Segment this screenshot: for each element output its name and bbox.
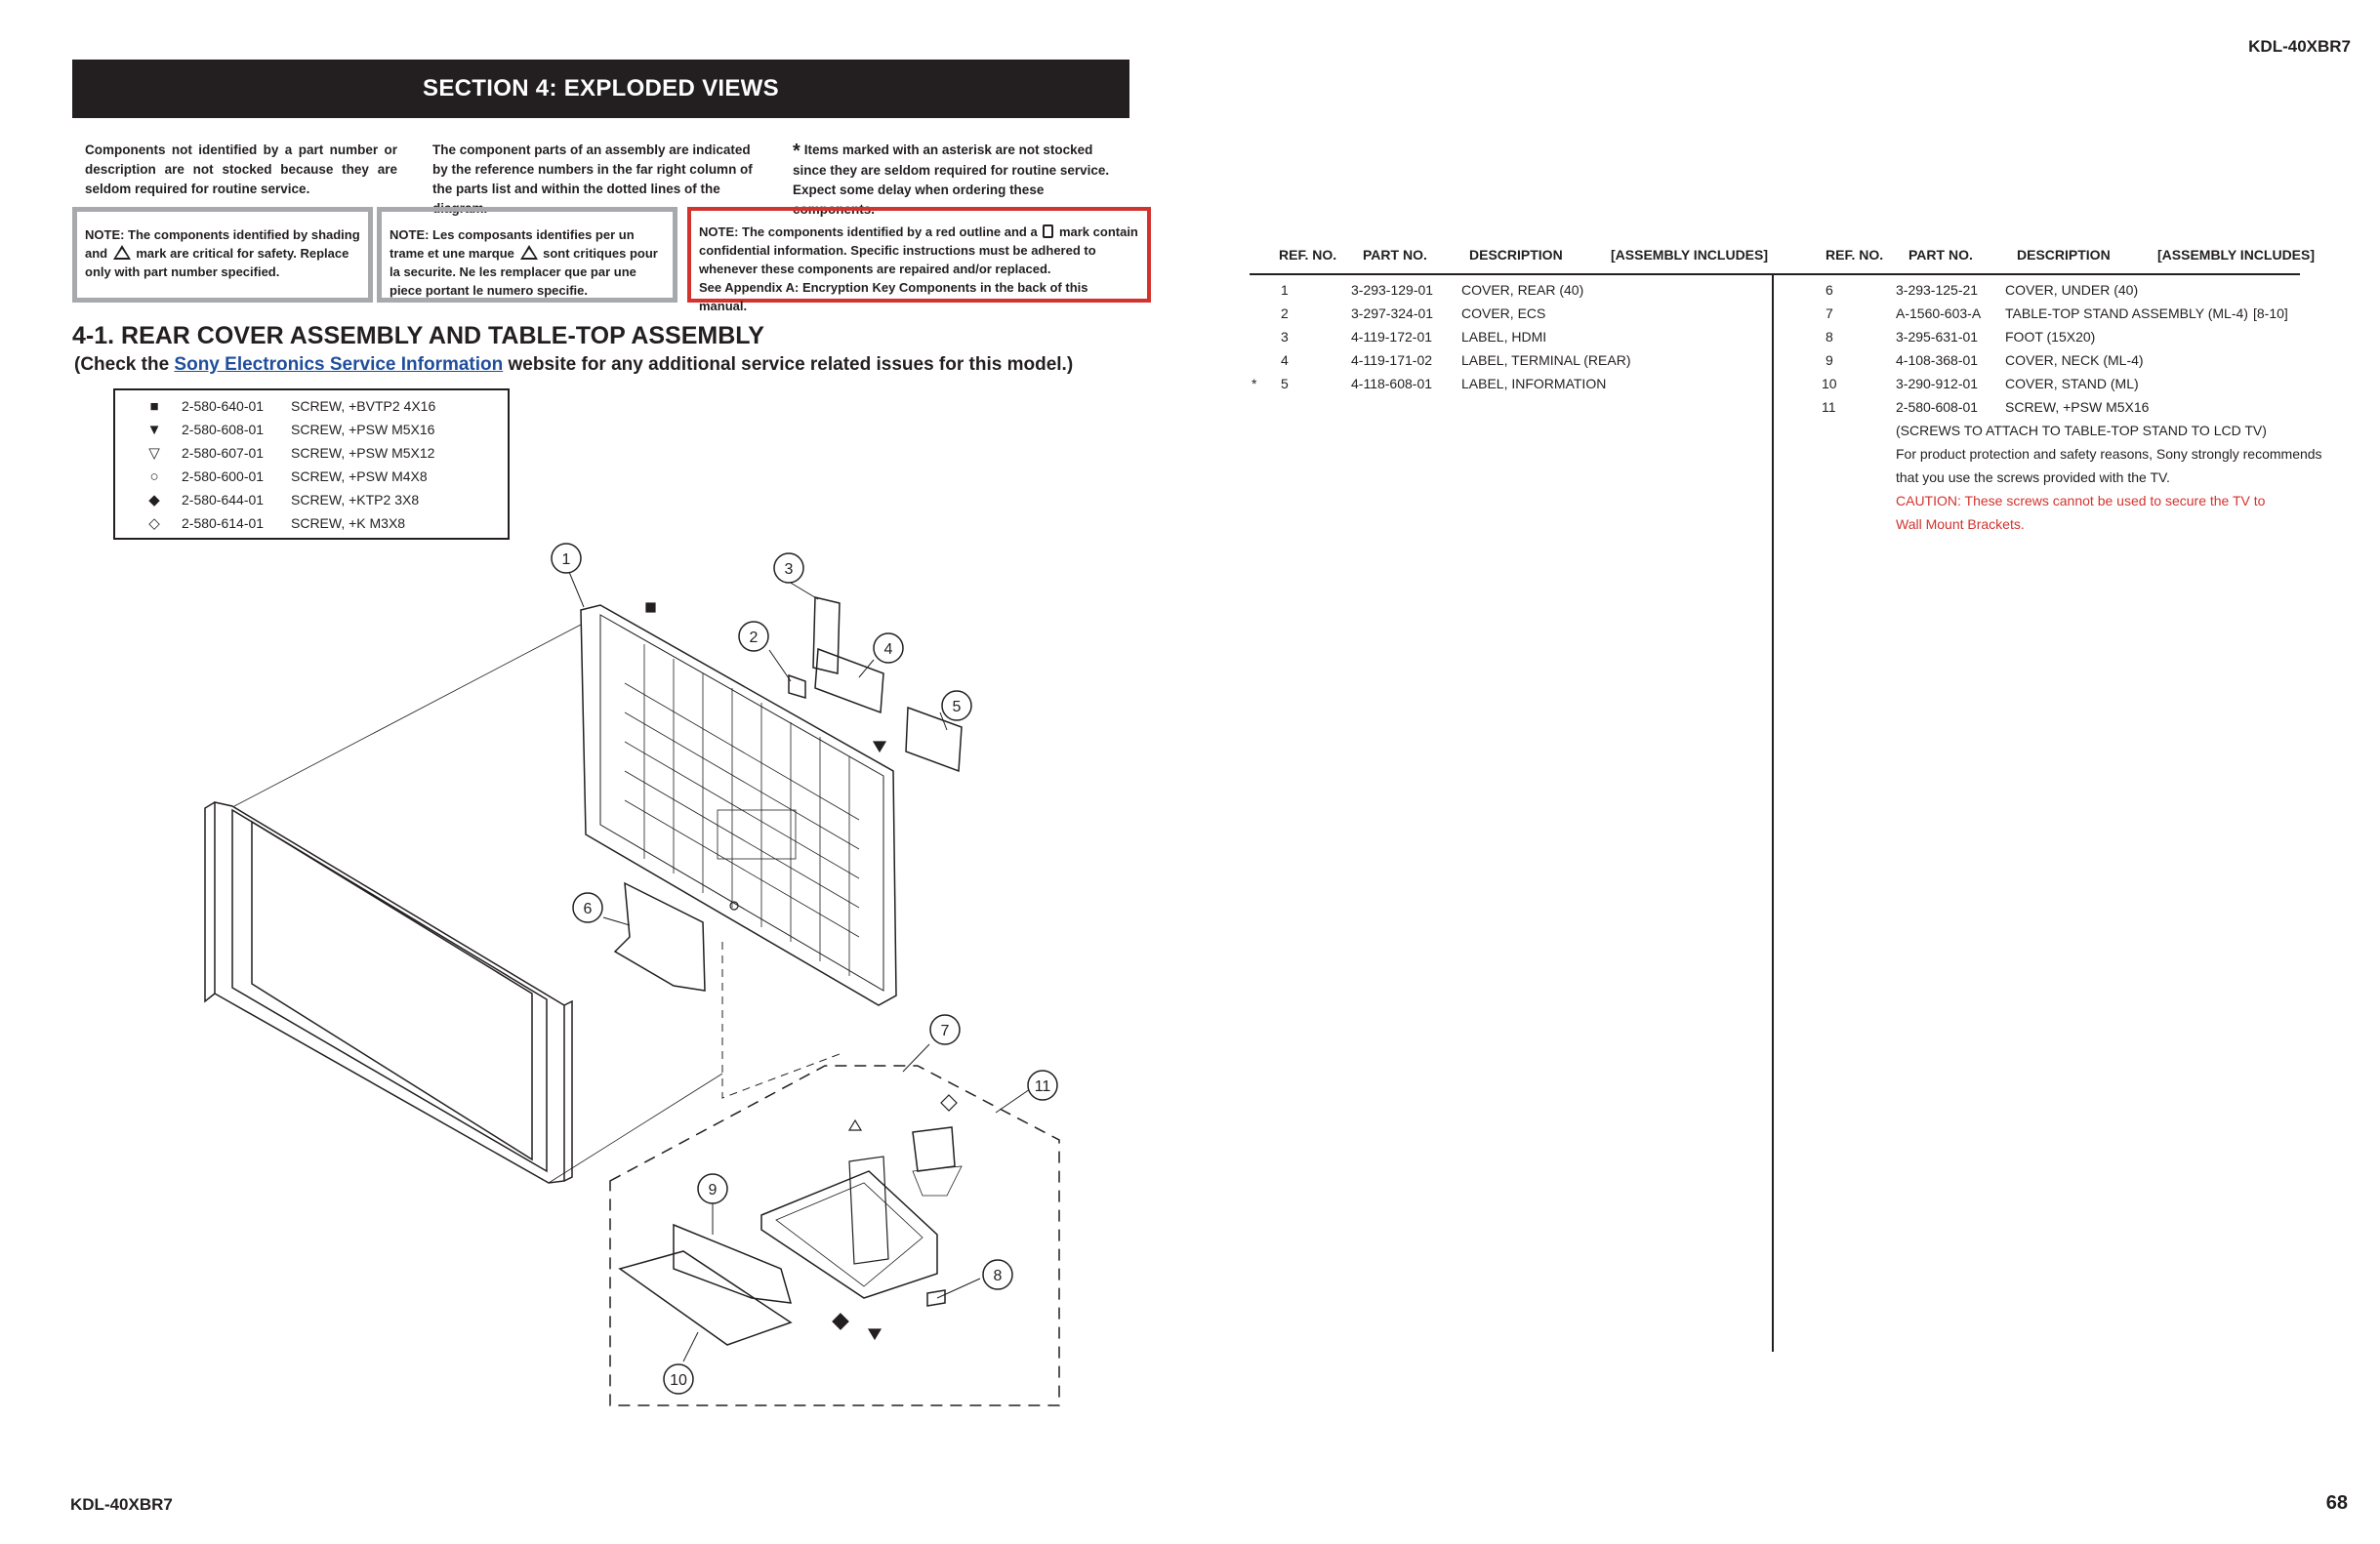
row-ref: 4 bbox=[1281, 352, 1289, 368]
lcd-screen bbox=[252, 822, 532, 1159]
screw-description: SCREW, +PSW M4X8 bbox=[291, 468, 428, 484]
screw-triangle-down-icon bbox=[874, 742, 885, 752]
screw-symbol-icon: ▼ bbox=[146, 421, 162, 438]
screw-description: SCREW, +K M3X8 bbox=[291, 515, 406, 531]
screw-symbol-icon: ■ bbox=[149, 397, 159, 415]
row-desc: COVER, NECK (ML-4) bbox=[2005, 352, 2144, 368]
screw-description: SCREW, +PSW M5X16 bbox=[291, 422, 435, 437]
section-title: SECTION 4: EXPLODED VIEWS bbox=[72, 60, 1129, 118]
callout-label: 6 bbox=[583, 901, 593, 917]
label-terminal bbox=[815, 649, 883, 712]
safety-note-fr-a: NOTE: Les composants identifies per un trame et une marque bbox=[390, 227, 635, 261]
asterisk-mark: * bbox=[793, 141, 800, 162]
row-desc: COVER, STAND (ML) bbox=[2005, 376, 2139, 391]
row-desc: COVER, REAR (40) bbox=[1461, 282, 1584, 298]
row-part: 2-580-608-01 bbox=[1896, 399, 1979, 415]
col-header-part: PART NO. bbox=[1363, 247, 1427, 263]
row-desc: LABEL, INFORMATION bbox=[1461, 376, 1607, 391]
row-ref: 6 bbox=[1826, 282, 1833, 298]
info-asterisk-text: Items marked with an asterisk are not stocked since they are seldom required for routine service. Expect some delay when ordering these components. bbox=[793, 142, 1110, 217]
rear-cover bbox=[581, 605, 896, 1005]
row-desc: COVER, UNDER (40) bbox=[2005, 282, 2139, 298]
cover-under bbox=[615, 883, 705, 991]
screw-part-number: 2-580-600-01 bbox=[182, 468, 265, 484]
screw-description: SCREW, +KTP2 3X8 bbox=[291, 492, 420, 508]
row-mark: * bbox=[1252, 376, 1257, 391]
screw-diamond-outline-icon bbox=[941, 1095, 957, 1111]
footer-model: KDL-40XBR7 bbox=[70, 1495, 173, 1514]
screw-symbol-icon: ▽ bbox=[148, 445, 160, 462]
row-part: 4-119-172-01 bbox=[1351, 329, 1433, 345]
caution-line: CAUTION: These screws cannot be used to secure the TV to bbox=[1896, 493, 2266, 508]
safety-note-en-b: mark are critical for safety. Replace only with part number specified. bbox=[85, 246, 349, 279]
row-part: 4-119-171-02 bbox=[1351, 352, 1433, 368]
col-header-ref: REF. NO. bbox=[1826, 247, 1884, 263]
confidential-note-b: mark contain confidential information. Specific instructions must be adhered to whenever these components are repaired and/or replaced. bbox=[699, 224, 1138, 276]
screw-diamond-icon bbox=[833, 1314, 848, 1329]
lcd-panel-bezel bbox=[232, 810, 547, 1171]
row-ref: 2 bbox=[1281, 305, 1289, 321]
service-info-prefix: (Check the bbox=[74, 354, 175, 375]
cover-ecs bbox=[789, 675, 805, 698]
info-assembly-reference: The component parts of an assembly are indicated by the reference numbers in the far right column of the parts list and within the dotted lines of the diagram. bbox=[432, 142, 753, 216]
safety-note-en-a: NOTE: The components identified by shading and bbox=[85, 227, 360, 261]
row-ref: 9 bbox=[1826, 352, 1833, 368]
row-desc: TABLE-TOP STAND ASSEMBLY (ML-4) bbox=[2005, 305, 2248, 321]
screw-triangle-down-icon bbox=[869, 1329, 881, 1339]
row-ref: 3 bbox=[1281, 329, 1289, 345]
row-desc: SCREW, +PSW M5X16 bbox=[2005, 399, 2150, 415]
foot bbox=[927, 1290, 945, 1306]
safety-note-fr-b: sont critiques pour la securite. Ne les remplacer que par une piece portant le numero specifie. bbox=[390, 246, 658, 298]
screw-note-line: (SCREWS TO ATTACH TO TABLE-TOP STAND TO LCD TV) bbox=[1896, 423, 2267, 438]
header-model: KDL-40XBR7 bbox=[2248, 37, 2351, 56]
row-ref: 7 bbox=[1826, 305, 1833, 321]
service-info-suffix: website for any additional service related issues for this model.) bbox=[503, 354, 1074, 375]
stand-assembly-outline bbox=[610, 1066, 1059, 1405]
col-header-desc: DESCRIPTION bbox=[2017, 247, 2111, 263]
screw-part-number: 2-580-644-01 bbox=[182, 492, 265, 508]
callout-label: 1 bbox=[561, 551, 571, 568]
row-part: 3-293-125-21 bbox=[1896, 282, 1979, 298]
lcd-panel-side bbox=[205, 802, 215, 1001]
row-desc: COVER, ECS bbox=[1461, 305, 1546, 321]
stand-bracket bbox=[913, 1127, 955, 1171]
callout-label: 5 bbox=[952, 699, 962, 715]
screw-part-number: 2-580-608-01 bbox=[182, 422, 265, 437]
exploded-view-diagram bbox=[0, 0, 1132, 1435]
callout-label: 2 bbox=[749, 630, 759, 646]
callout-label: 4 bbox=[883, 641, 893, 658]
callout-label: 3 bbox=[784, 561, 794, 578]
col-header-part: PART NO. bbox=[1908, 247, 1973, 263]
page-number: 68 bbox=[2325, 1492, 2348, 1514]
stand-base bbox=[761, 1171, 937, 1298]
confidential-note-a: NOTE: The components identified by a red outline and a bbox=[699, 224, 1038, 239]
row-part: 4-108-368-01 bbox=[1896, 352, 1979, 368]
table-header-rule bbox=[1250, 273, 2300, 275]
col-header-desc: DESCRIPTION bbox=[1469, 247, 1563, 263]
screw-part-number: 2-580-607-01 bbox=[182, 445, 265, 461]
screw-square-icon bbox=[646, 603, 655, 612]
callout-label: 7 bbox=[940, 1023, 950, 1039]
screw-description: SCREW, +PSW M5X12 bbox=[291, 445, 435, 461]
screw-description: SCREW, +BVTP2 4X16 bbox=[291, 398, 436, 414]
row-part: 3-297-324-01 bbox=[1351, 305, 1434, 321]
callout-label: 10 bbox=[670, 1372, 687, 1389]
row-ref: 10 bbox=[1822, 376, 1837, 391]
subsection-title: 4-1. REAR COVER ASSEMBLY AND TABLE-TOP ASSEMBLY bbox=[72, 322, 764, 349]
row-desc: LABEL, TERMINAL (REAR) bbox=[1461, 352, 1631, 368]
screw-symbol-icon: ◇ bbox=[148, 515, 160, 532]
callout-label: 9 bbox=[708, 1182, 718, 1199]
cover-stand bbox=[620, 1251, 791, 1345]
screw-part-number: 2-580-640-01 bbox=[182, 398, 265, 414]
row-part: 3-290-912-01 bbox=[1896, 376, 1979, 391]
col-header-assy: [ASSEMBLY INCLUDES] bbox=[1611, 247, 1769, 263]
row-assy: [8-10] bbox=[2253, 305, 2288, 321]
row-ref: 5 bbox=[1281, 376, 1289, 391]
callout-label: 8 bbox=[993, 1268, 1003, 1284]
row-ref: 11 bbox=[1822, 399, 1836, 415]
screw-part-number: 2-580-614-01 bbox=[182, 515, 265, 531]
row-part: A-1560-603-A bbox=[1896, 305, 1982, 321]
row-part: 4-118-608-01 bbox=[1351, 376, 1433, 391]
col-header-ref: REF. NO. bbox=[1279, 247, 1337, 263]
row-desc: FOOT (15X20) bbox=[2005, 329, 2096, 345]
col-header-assy: [ASSEMBLY INCLUDES] bbox=[2157, 247, 2316, 263]
info-not-stocked: Components not identified by a part number or description are not stocked because they are seldom required for routine service. bbox=[85, 142, 397, 196]
row-part: 3-293-129-01 bbox=[1351, 282, 1434, 298]
service-info-link[interactable]: Sony Electronics Service Information bbox=[174, 354, 504, 375]
stand-neck bbox=[849, 1157, 888, 1264]
confidential-note-appendix: See Appendix A: Encryption Key Components in the back of this manual. bbox=[699, 280, 1088, 313]
screw-note-line: For product protection and safety reasons, Sony strongly recommends bbox=[1896, 446, 2322, 462]
cover-neck bbox=[674, 1225, 791, 1303]
screw-symbol-icon: ○ bbox=[149, 467, 159, 485]
screw-triangle-outline-icon bbox=[849, 1120, 861, 1130]
row-part: 3-295-631-01 bbox=[1896, 329, 1979, 345]
caution-line: Wall Mount Brackets. bbox=[1896, 516, 2025, 532]
callout-label: 11 bbox=[1034, 1078, 1051, 1095]
row-ref: 8 bbox=[1826, 329, 1833, 345]
table-column-divider bbox=[1772, 273, 1774, 1352]
screw-note-line: that you use the screws provided with the TV. bbox=[1896, 469, 2170, 485]
row-desc: LABEL, HDMI bbox=[1461, 329, 1547, 345]
screw-symbol-icon: ◆ bbox=[148, 492, 160, 508]
row-ref: 1 bbox=[1281, 282, 1289, 298]
